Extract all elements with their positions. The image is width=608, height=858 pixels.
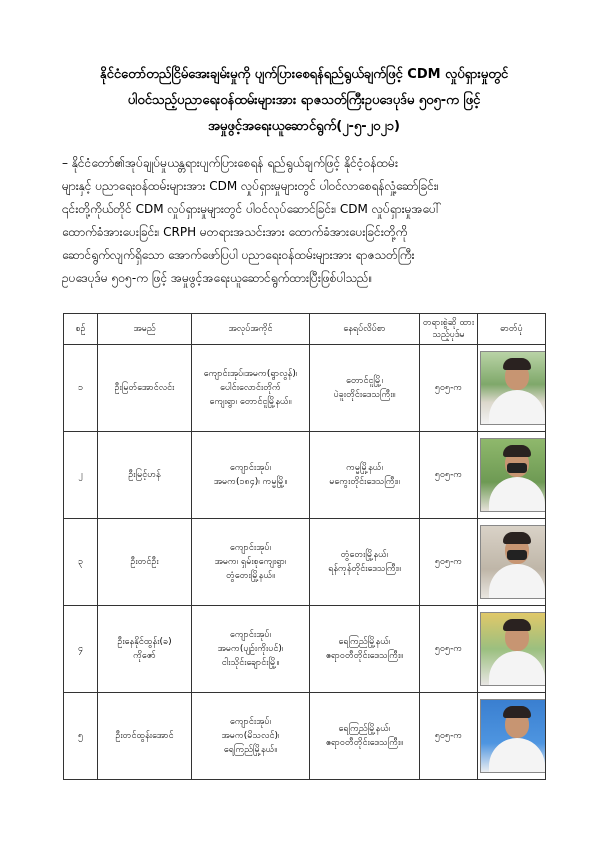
body-line-4: ထောက်ခံအားပေးခြင်း၊ CRPH မတရားအသင်းအား ထောက်ခံအားပေးခြင်းတို့ကို (62, 225, 408, 239)
name-line-1: ဦးတင်ထွန်းအောင် (115, 731, 174, 741)
header-position: အလုပ်အကိုင် (192, 314, 310, 345)
portrait-photo (480, 699, 546, 773)
cell-law-section: ၅၀၅-က (420, 345, 478, 432)
cell-address (310, 606, 420, 693)
cell-position (192, 606, 310, 693)
cell-law-section: ၅၀၅-က (420, 693, 478, 780)
cell-address (310, 693, 420, 780)
cell-name (98, 345, 192, 432)
cell-law-section: ၅၀၅-က (420, 519, 478, 606)
photo-hair (503, 532, 531, 544)
header-law-line-1: တရားစွဲဆို (422, 318, 457, 328)
photo-face-mask (507, 463, 527, 473)
photo-shoulders (489, 564, 545, 599)
photo-shoulders (489, 390, 545, 425)
name-line-1: ဦးမြတ်အောင်လင်း (114, 383, 175, 393)
cell-position (192, 345, 310, 432)
position-line-2: အမက(မိသလင်)၊ (221, 731, 280, 741)
header-law-line-2: ထားသည့်ပုဒ်မ (432, 318, 475, 340)
cell-position (192, 432, 310, 519)
name-line-1: ဦးမြင့်ဟန် (128, 470, 161, 480)
cell-position (192, 519, 310, 606)
cell-name (98, 693, 192, 780)
photo-hair (503, 619, 531, 631)
cell-photo (478, 432, 546, 519)
cell-address (310, 519, 420, 606)
photo-shoulders (489, 477, 545, 512)
cell-name (98, 606, 192, 693)
address-line-1: ရေကြည်မြို့နယ်၊ (338, 724, 391, 734)
position-line-2: အမက(၁၈၄)၊ ကမ္မမြို့။ (213, 477, 288, 487)
position-line-1: ကျောင်းအုပ်၊ (230, 543, 271, 553)
name-line-1: ဦးနေနိုင်ထွန်း(ခ) (117, 637, 172, 647)
cell-no: ၂ (64, 432, 98, 519)
title-line-2: ပါဝင်သည့်ပညာရေးဝန်ထမ်းများအား ရာဇသတ်ကြီးဥပဒေပုဒ်မ ၅၀၅-က ဖြင့် (127, 93, 481, 108)
table-row (64, 432, 546, 519)
portrait-photo (480, 612, 546, 686)
document-title (40, 62, 568, 140)
address-line-1: တောင်ငူမြို့၊ (346, 376, 383, 386)
cell-law-section: ၅၀၅-က (420, 432, 478, 519)
staff-table (63, 313, 546, 780)
position-line-3: ရေကြည်မြို့နယ်။ (223, 745, 278, 755)
cell-no: ၃ (64, 519, 98, 606)
cell-name (98, 432, 192, 519)
header-law-section (420, 314, 478, 345)
title-line-3: အမှုဖွင့်အရေးယူဆောင်ရွက်(၂-၅-၂၀၂၁) (207, 119, 400, 134)
photo-hair (503, 706, 531, 718)
portrait-photo (480, 525, 546, 599)
address-line-1: ကမ္မမြို့နယ်၊ (346, 463, 383, 473)
cell-no: ၄ (64, 606, 98, 693)
header-address: နေရပ်လိပ်စာ (310, 314, 420, 345)
cell-photo (478, 519, 546, 606)
address-line-2: ဧရာဝတီတိုင်းဒေသကြီး။ (325, 651, 404, 661)
table-row (64, 519, 546, 606)
address-line-2: မကွေးတိုင်းဒေသကြီး။ (329, 477, 400, 487)
address-line-2: ဧရာဝတီတိုင်းဒေသကြီး။ (325, 738, 404, 748)
body-line-3: ၎င်းတို့ကိုယ်တိုင် CDM လှုပ်ရှားမှုများတွင် ပါဝင်လုပ်ဆောင်ခြင်း၊ CDM လှုပ်ရှားမှုအပေါ် (62, 202, 442, 216)
name-line-2: ကိုဇော် (133, 651, 156, 661)
position-line-1: ကျောင်းအုပ်၊ (230, 463, 271, 473)
cell-photo (478, 345, 546, 432)
portrait-photo (480, 438, 546, 512)
body-line-1: – နိုင်ငံတော်၏အုပ်ချုပ်မှုယန္တရားပျက်ပြားစေရန် ရည်ရွယ်ချက်ဖြင့် နိုင်ငံ့ဝန်ထမ်း (62, 156, 399, 170)
body-line-2: များနှင့် ပညာရေးဝန်ထမ်းများအား CDM လှုပ်ရှားမှုများတွင် ပါဝင်လာစေရန်လှုံ့ဆော်ခြင်း၊ (62, 179, 439, 193)
position-line-1: ကျောင်းအုပ်၊အမက(ရွာလွန်)၊ (203, 369, 298, 379)
body-line-5: ဆောင်ရွက်လျက်ရှိသော အောက်ဖော်ပြပါ ပညာရေးဝန်ထမ်းများအား ရာဇသတ်ကြီး (62, 248, 415, 262)
body-line-6: ဥပဒေပုဒ်မ ၅၀၅-က ဖြင့် အမှုဖွင့်အရေးယူဆောင်ရွက်ထားပြီးဖြစ်ပါသည်။ (62, 271, 373, 285)
title-line-1: နိုင်ငံတော်တည်ငြိမ်အေးချမ်းမှုကို ပျက်ပြားစေရန်ရည်ရွယ်ချက်ဖြင့် CDM လှုပ်ရှားမှုတွင် (99, 67, 509, 82)
cell-photo (478, 606, 546, 693)
position-line-2: အမက(ပျဉ်းကိုးပင်)၊ (217, 644, 284, 654)
header-name: အမည် (98, 314, 192, 345)
position-line-3: ကျေးရွာ၊ တောင်ငူမြို့နယ်။ (209, 397, 292, 407)
address-line-2: ရန်ကုန်တိုင်းဒေသကြီး။ (328, 564, 401, 574)
photo-hair (503, 445, 531, 457)
cell-position (192, 693, 310, 780)
position-line-2: အမက၊ ရှမ်းစုကျေးရွာ၊ (214, 557, 287, 567)
address-line-1: ရေကြည်မြို့နယ်၊ (338, 637, 391, 647)
cell-no: ၅ (64, 693, 98, 780)
cell-no: ၁ (64, 345, 98, 432)
cell-address (310, 432, 420, 519)
body-paragraph (62, 152, 547, 290)
photo-hair (503, 358, 531, 370)
position-line-1: ကျောင်းအုပ်၊ (230, 630, 271, 640)
position-line-3: တွံတေးမြို့နယ်။ (226, 571, 275, 581)
cell-address (310, 345, 420, 432)
position-line-1: ကျောင်းအုပ်၊ (230, 717, 271, 727)
address-line-1: တွံတေးမြို့နယ်၊ (340, 550, 389, 560)
cell-law-section: ၅၀၅-က (420, 606, 478, 693)
address-line-2: ပဲခူးတိုင်းဒေသကြီး။ (333, 390, 396, 400)
table-header-row (64, 314, 546, 345)
position-line-3: ငါးသိုင်းချောင်းမြို့။ (221, 658, 280, 668)
header-no: စဉ် (64, 314, 98, 345)
table-row (64, 693, 546, 780)
photo-shoulders (489, 738, 545, 773)
name-line-1: ဦးတင်ဦး (130, 557, 159, 567)
cell-name (98, 519, 192, 606)
photo-shoulders (489, 651, 545, 686)
table-row (64, 606, 546, 693)
table-row (64, 345, 546, 432)
position-line-2: ပေါင်းလောင်းတိုက် (220, 383, 281, 393)
photo-face-mask (507, 550, 527, 560)
header-photo: ဓာတ်ပုံ (478, 314, 546, 345)
cell-photo (478, 693, 546, 780)
portrait-photo (480, 351, 546, 425)
